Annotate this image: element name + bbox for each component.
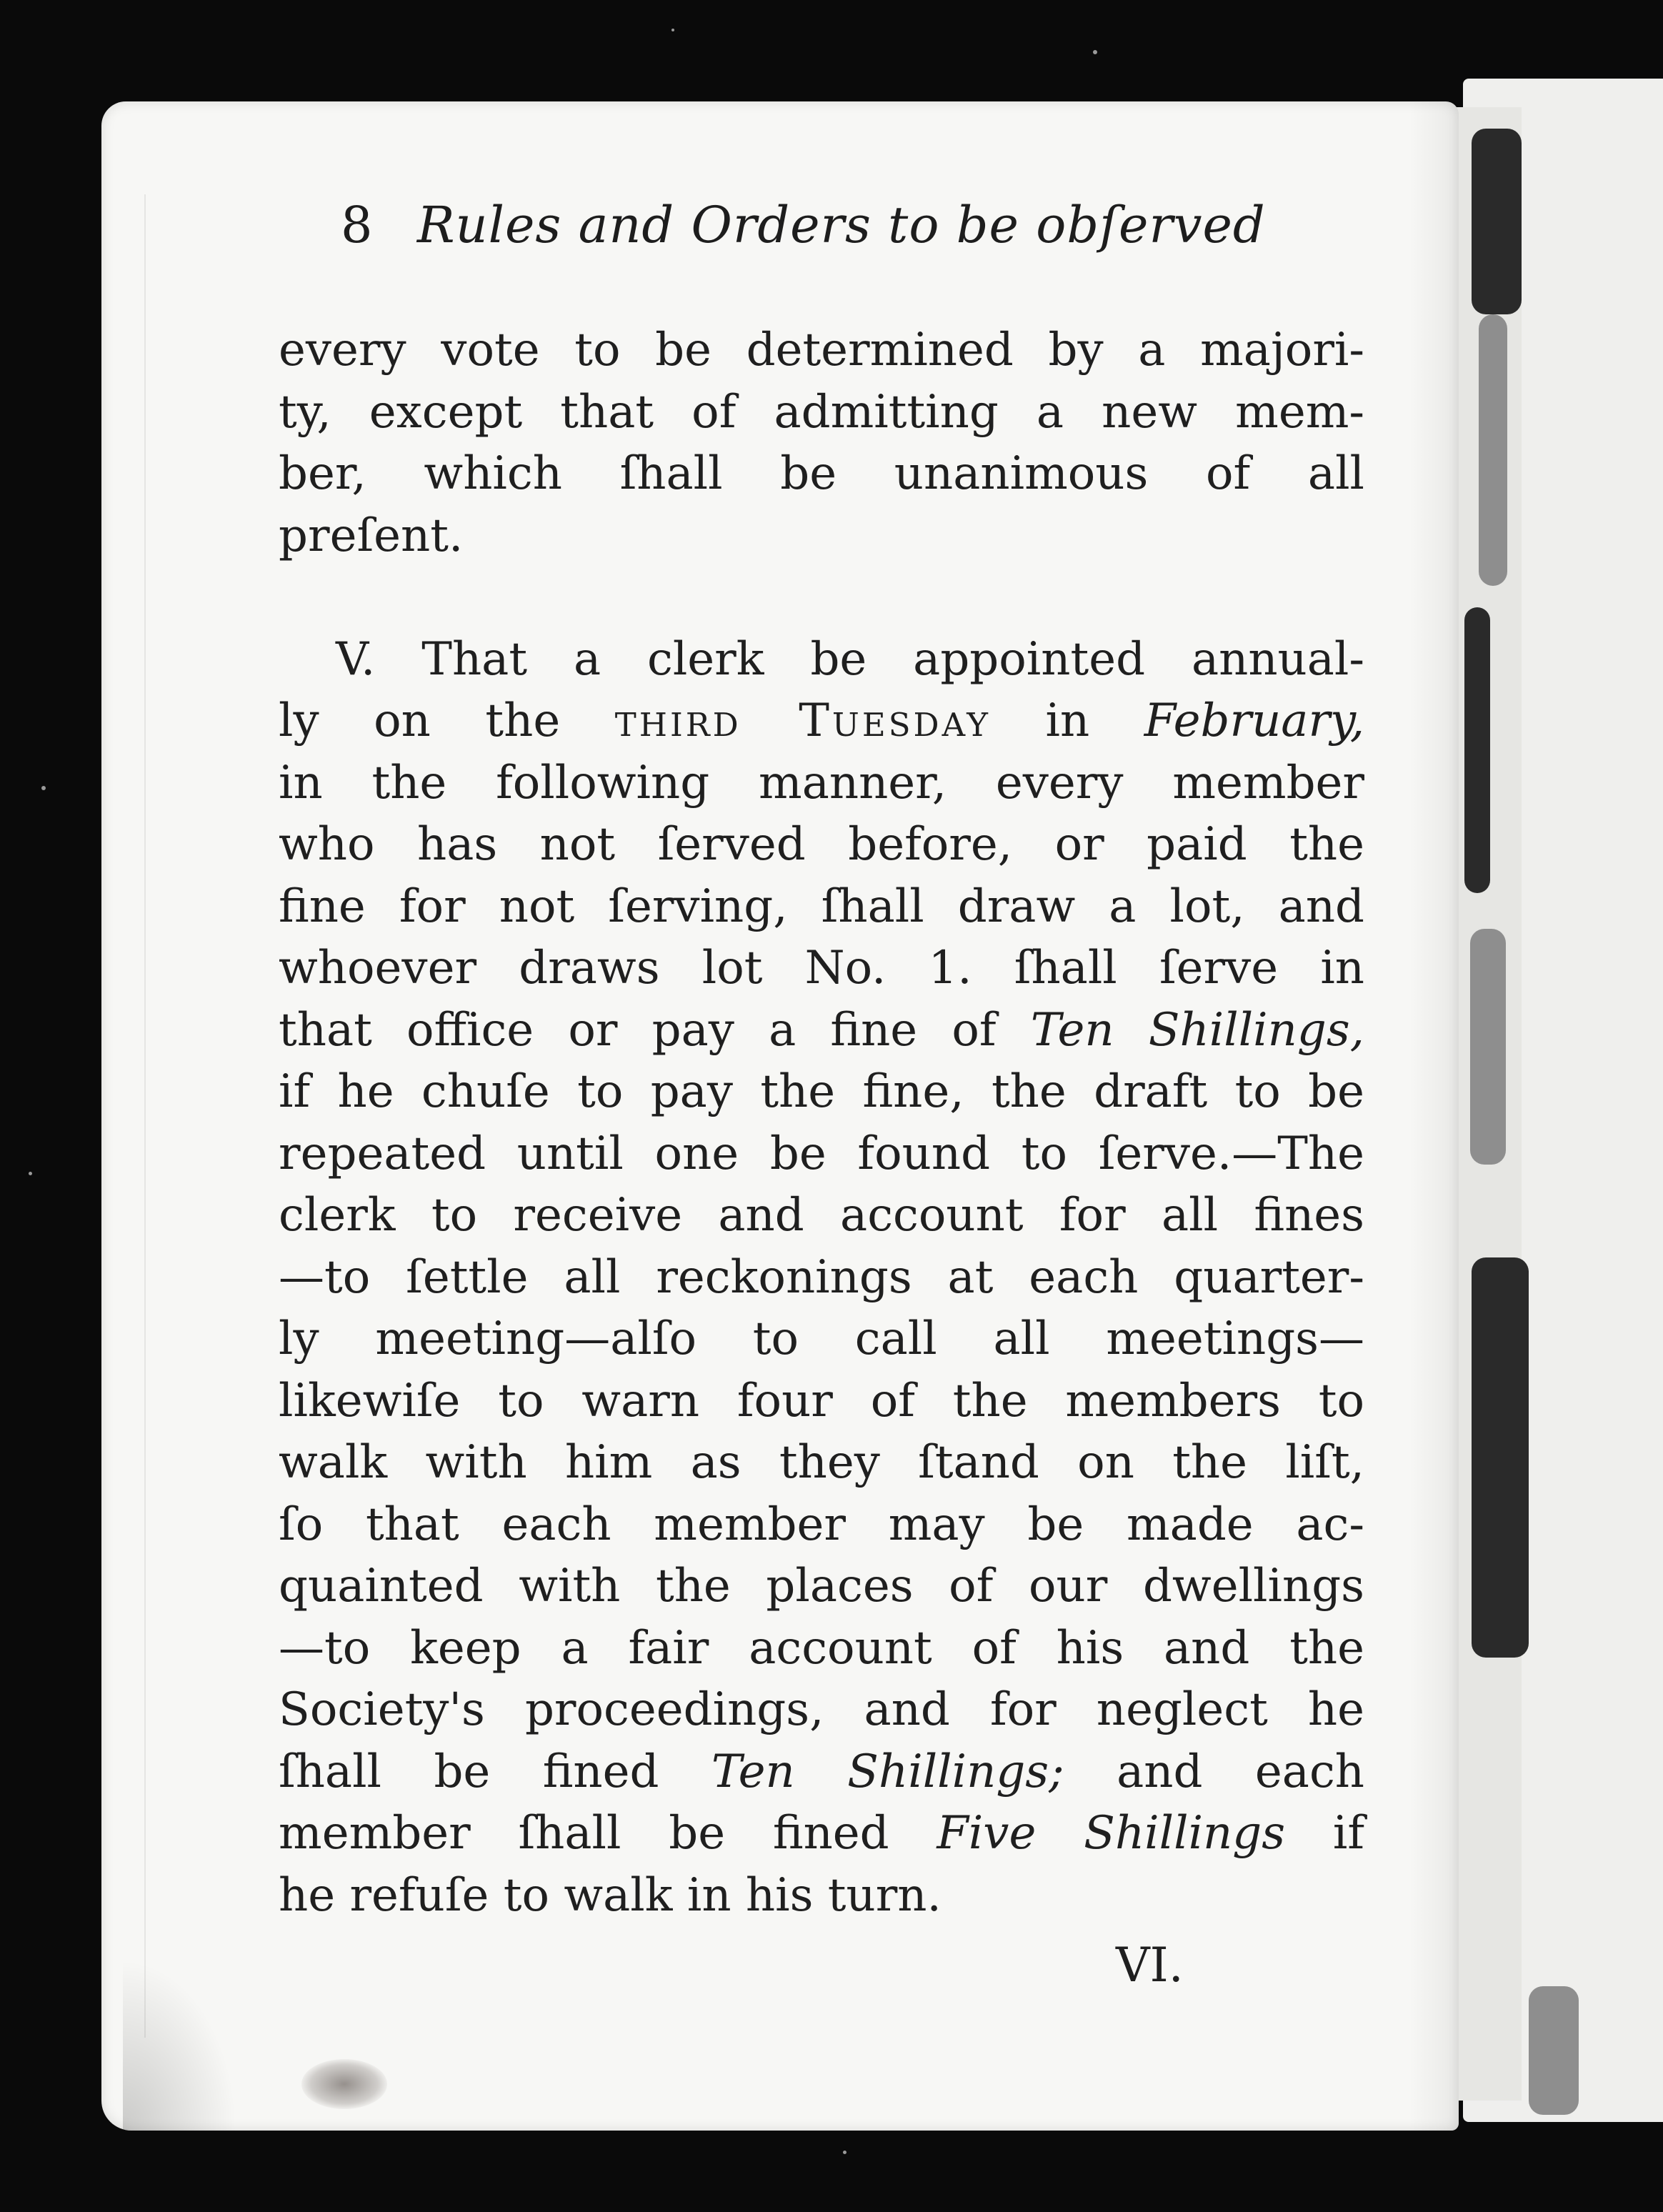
text-line [279, 1803, 1364, 1865]
text-line: preſent. [279, 509, 464, 562]
page-number: 8 [341, 196, 373, 254]
text-line: he refuſe to walk in his turn. [279, 1868, 942, 1922]
text-line: ty, except that of admitting a new mem- [279, 385, 1364, 439]
text-line: ſo that each member may be made ac- [279, 1498, 1364, 1551]
binding-thread [1529, 1986, 1579, 2115]
italic-run: Ten Shillings, [1030, 1003, 1365, 1057]
text-run: and each [1117, 1745, 1364, 1798]
binding-thread [1472, 1257, 1529, 1658]
italic-run: Five Shillings [937, 1807, 1286, 1860]
page-crease [144, 194, 146, 2038]
text-line: quainted with the places of our dwellings [279, 1560, 1364, 1613]
text-line: —to keep a fair account of his and the [279, 1621, 1364, 1675]
text-line: every vote to be determined by a majori- [279, 324, 1364, 377]
text-line [279, 1741, 1364, 1803]
text-line: ly meeting—alſo to call all meetings— [279, 1312, 1364, 1365]
book-page [101, 101, 1459, 2131]
body-text [279, 319, 1364, 1926]
running-title: Rules and Orders to be obſerved [416, 196, 1266, 254]
paragraph-gap [279, 567, 1364, 629]
text-line: —to ſettle all reckonings at each quarter- [279, 1250, 1364, 1304]
text-run: that office or pay a fine of [279, 1003, 997, 1057]
text-run: ſhall be fined [279, 1745, 659, 1798]
text-run: member ſhall be fined [279, 1807, 889, 1860]
text-line [279, 1000, 1364, 1062]
dust-speck [1093, 50, 1097, 54]
small-caps-run: third Tuesday [614, 694, 991, 747]
binding-thread [1470, 929, 1506, 1165]
dust-speck [41, 786, 46, 790]
text-line: walk with him as they ſtand on the liſt, [279, 1436, 1364, 1489]
text-line: if he chuſe to pay the fine, the draft to be [279, 1065, 1364, 1118]
text-run: if [1332, 1807, 1364, 1860]
ink-stain [301, 2059, 387, 2109]
text-line: Society's proceedings, and for neglect he [279, 1683, 1364, 1736]
text-line: repeated until one be found to ſerve.—The [279, 1127, 1364, 1180]
binding-thread [1472, 129, 1522, 314]
corner-wear [123, 1959, 237, 2131]
page-edge-shadow [1409, 101, 1459, 2131]
catchword: VI. [1116, 1938, 1184, 1993]
dust-speck [29, 1172, 32, 1175]
dust-speck [671, 29, 674, 31]
text-line: whoever draws lot No. 1. ſhall ſerve in [279, 942, 1364, 995]
text-line [279, 690, 1364, 752]
text-run: in [1045, 694, 1090, 747]
binding-thread [1464, 607, 1490, 893]
text-line: who has not ſerved before, or paid the [279, 818, 1364, 871]
text-line: ber, which ſhall be unanimous of all [279, 447, 1364, 500]
text-line: fine for not ſerving, ſhall draw a lot, and [279, 880, 1364, 933]
running-head [341, 196, 1369, 254]
text-line: in the following manner, every member [279, 756, 1364, 809]
dust-speck [843, 2151, 847, 2154]
paragraph-v-first-line: V. That a clerk be appointed annual- [336, 632, 1364, 686]
italic-run: Ten Shillings; [711, 1745, 1064, 1798]
text-run: ly on the [279, 694, 561, 747]
text-line: clerk to receive and account for all fines [279, 1189, 1364, 1242]
text-line: likewiſe to warn four of the members to [279, 1374, 1364, 1428]
binding-thread [1479, 314, 1507, 586]
italic-run: February, [1144, 694, 1365, 747]
